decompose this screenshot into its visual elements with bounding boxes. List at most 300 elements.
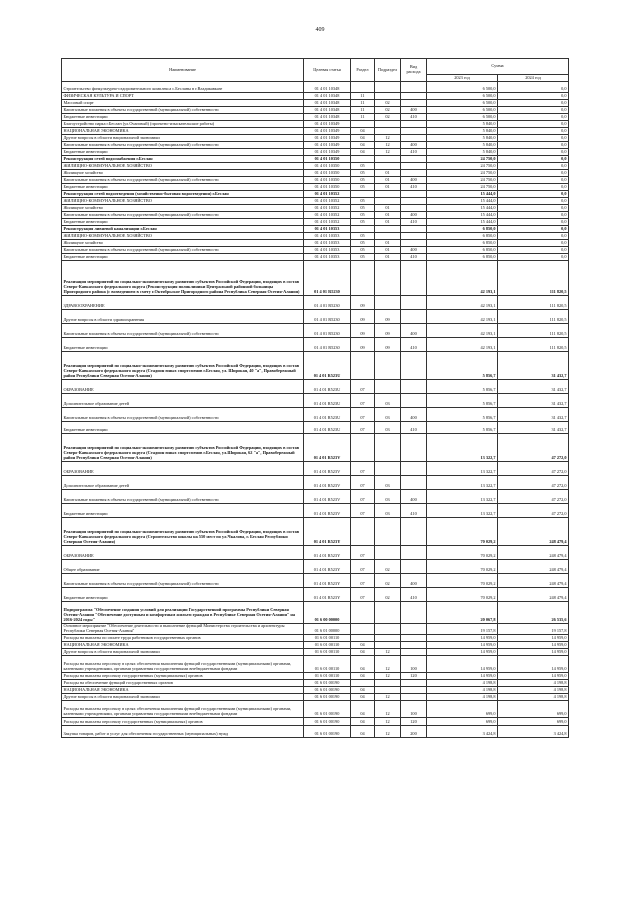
row-sum-2024: 248 479,4 [498,518,569,546]
row-sum-2024: 0,0 [498,191,569,198]
row-sum-2023: 6 850,0 [427,254,498,261]
row-name: Бюджетные инвестиции [62,114,304,121]
row-podrazdel: 12 [375,149,401,156]
row-code: 01 4 01 R5230 [304,338,351,352]
row-vid [401,602,427,624]
row-sum-2023: 70 029,2 [427,560,498,574]
row-sum-2024: 0,0 [498,177,569,184]
row-razdel: 07 [351,422,375,434]
table-row [62,163,569,170]
row-sum-2023: 699,0 [427,717,498,725]
table-row [62,641,569,648]
row-sum-2024: 0,0 [498,142,569,149]
row-vid: 410 [401,254,427,261]
row-podrazdel [375,82,401,93]
row-name: Строительство физкультурно-оздоровительного комплекса с.Бесланы в г.Владикавказе [62,82,304,93]
row-sum-2024: 0,0 [498,198,569,205]
row-code: 01 6 01 00110 [304,634,351,641]
row-podrazdel: 12 [375,655,401,672]
row-podrazdel: 09 [375,310,401,324]
header-year-2023: 2023 год [427,75,498,82]
row-vid [401,121,427,128]
row-vid [401,546,427,560]
row-razdel: 04 [351,135,375,142]
row-name: Капитальные вложения в объекты государственной (муниципальной) собственности [62,324,304,338]
row-name: Другие вопросы в области национальной экономики [62,648,304,655]
row-code: 01 4 01 10352 [304,191,351,198]
row-sum-2024: 111 820,5 [498,338,569,352]
budget-table [61,58,569,738]
row-sum-2023: 14 959,0 [427,641,498,648]
row-razdel: 04 [351,142,375,149]
header-name: Наименование [62,59,304,82]
table-row [62,226,569,233]
row-sum-2024: 0,0 [498,205,569,212]
row-name: ОБРАЗОВАНИЕ [62,462,304,476]
row-sum-2023: 3 424,8 [427,725,498,737]
row-sum-2023: 24 750,0 [427,170,498,177]
row-vid: 400 [401,324,427,338]
row-sum-2023: 15 444,0 [427,212,498,219]
table-row [62,247,569,254]
row-razdel [351,634,375,641]
row-podrazdel: 01 [375,205,401,212]
row-name: Жилищное хозяйство [62,205,304,212]
row-podrazdel [375,634,401,641]
row-podrazdel: 12 [375,672,401,679]
row-name: Подпрограмма "Обеспечение создания условий для реализации Государственной программы Республики Северная Осетия-Алания "Обеспечение доступным и комфортным жильем граждан в Республике Северная Осетия-Алания" на 2016-2024 годы" [62,602,304,624]
row-code: 01 4 01 10353 [304,233,351,240]
row-sum-2024: 0,0 [498,240,569,247]
row-sum-2024: 0,0 [498,100,569,107]
row-name: Бюджетные инвестиции [62,184,304,191]
row-vid: 410 [401,149,427,156]
row-razdel: 11 [351,100,375,107]
row-podrazdel [375,121,401,128]
row-vid: 410 [401,588,427,602]
header-year-2024: 2024 год [498,75,569,82]
table-row [62,352,569,380]
row-razdel: 05 [351,254,375,261]
row-code: 01 4 01 R5230 [304,324,351,338]
row-name: Реконструкция ливневой канализации г.Беслан [62,226,304,233]
row-code: 01 4 01 10348 [304,114,351,121]
row-razdel: 04 [351,686,375,693]
row-code: 01 4 01 10353 [304,240,351,247]
row-sum-2024: 4 198,8 [498,679,569,686]
row-vid [401,93,427,100]
row-sum-2023: 5 856,7 [427,352,498,380]
row-sum-2023: 13 322,7 [427,462,498,476]
row-name: Жилищное хозяйство [62,170,304,177]
row-code: 01 4 01 R523Y [304,518,351,546]
row-sum-2023: 24 750,0 [427,184,498,191]
table-row [62,93,569,100]
row-razdel: 07 [351,380,375,394]
row-code: 01 6 01 00190 [304,679,351,686]
row-sum-2024: 3 424,8 [498,725,569,737]
row-sum-2023: 20 067,8 [427,602,498,624]
row-vid [401,163,427,170]
table-row [62,191,569,198]
row-podrazdel [375,380,401,394]
row-razdel: 04 [351,693,375,700]
row-vid [401,296,427,310]
row-razdel [351,191,375,198]
table-row [62,408,569,422]
row-sum-2023: 24 750,0 [427,177,498,184]
row-podrazdel: 02 [375,588,401,602]
row-sum-2023: 14 959,0 [427,648,498,655]
row-vid: 120 [401,672,427,679]
row-sum-2024: 0,0 [498,163,569,170]
row-code: 01 4 01 R523V [304,434,351,462]
row-podrazdel: 02 [375,574,401,588]
row-sum-2024: 47 272,0 [498,434,569,462]
table-row [62,296,569,310]
row-sum-2023: 24 750,0 [427,156,498,163]
table-row [62,634,569,641]
row-podrazdel [375,434,401,462]
row-sum-2024: 47 272,0 [498,504,569,518]
row-podrazdel [375,128,401,135]
row-podrazdel [375,261,401,296]
table-row [62,560,569,574]
row-podrazdel: 01 [375,247,401,254]
row-sum-2024: 111 820,5 [498,310,569,324]
row-name: Бюджетные инвестиции [62,254,304,261]
table-row [62,338,569,352]
row-sum-2023: 15 444,0 [427,205,498,212]
row-razdel: 09 [351,296,375,310]
row-name: Бюджетные инвестиции [62,149,304,156]
row-name: Основное мероприятие "Обеспечение деятельности и выполнение функций Министерства строительства и архитектуры Республики Северная Осетия-Алания" [62,624,304,635]
row-name: ФИЗИЧЕСКАЯ КУЛЬТУРА И СПОРТ [62,93,304,100]
row-podrazdel: 02 [375,560,401,574]
row-razdel [351,226,375,233]
table-row [62,574,569,588]
row-code: 01 6 01 00190 [304,700,351,717]
row-podrazdel [375,226,401,233]
row-razdel: 04 [351,641,375,648]
table-row [62,588,569,602]
row-name: Реализация мероприятий по социально-экономическому развитию субъектов Российской Федерации, входящих в состав Северо-Кавказского федерального округа (Реконструкция поликлиники Центральной районной больницы Пригородного района (с возведением в смету г.Октябрьское Пригородного района Республика Северная Осетия-Алания) [62,261,304,296]
row-sum-2024: 14 959,0 [498,641,569,648]
row-razdel: 11 [351,93,375,100]
row-code: 01 6 01 00000 [304,624,351,635]
row-podrazdel: 03 [375,422,401,434]
row-sum-2024: 0,0 [498,128,569,135]
row-podrazdel [375,679,401,686]
row-name: Закупка товаров, работ и услуг для обеспечения государственных (муниципальных) нужд [62,725,304,737]
row-razdel: 07 [351,574,375,588]
row-razdel: 07 [351,490,375,504]
row-name: Другие вопросы в области национальной экономики [62,693,304,700]
row-podrazdel: 03 [375,476,401,490]
table-row [62,205,569,212]
row-code: 01 4 01 R523Y [304,588,351,602]
row-vid: 400 [401,107,427,114]
row-code: 01 4 01 R523U [304,408,351,422]
row-name: Капитальные вложения в объекты государственной (муниципальной) собственности [62,574,304,588]
row-razdel: 04 [351,672,375,679]
row-name: Расходы на выплаты персоналу государственных (муниципальных) органов [62,672,304,679]
row-vid [401,191,427,198]
row-razdel: 05 [351,240,375,247]
row-vid [401,170,427,177]
table-row [62,184,569,191]
row-name: Жилищное хозяйство [62,240,304,247]
row-sum-2023: 5 840,0 [427,142,498,149]
row-razdel [351,261,375,296]
row-podrazdel: 09 [375,338,401,352]
row-name: Другие вопросы в области национальной экономики [62,135,304,142]
row-podrazdel [375,93,401,100]
row-code: 01 6 00 00000 [304,602,351,624]
row-sum-2023: 70 029,2 [427,518,498,546]
table-row [62,686,569,693]
row-podrazdel [375,352,401,380]
table-row [62,233,569,240]
row-code: 01 4 01 R523U [304,422,351,434]
row-sum-2024: 0,0 [498,82,569,93]
row-sum-2024: 0,0 [498,135,569,142]
row-razdel: 05 [351,247,375,254]
table-row [62,261,569,296]
row-sum-2024: 14 959,0 [498,655,569,672]
row-code: 01 4 01 R5230 [304,296,351,310]
row-sum-2023: 42 193,1 [427,338,498,352]
row-sum-2024: 111 820,5 [498,324,569,338]
row-razdel: 09 [351,324,375,338]
row-razdel: 05 [351,177,375,184]
table-row [62,672,569,679]
row-name: ОБРАЗОВАНИЕ [62,546,304,560]
row-sum-2023: 5 856,7 [427,394,498,408]
row-code: 01 4 01 R5230 [304,261,351,296]
row-sum-2024: 248 479,4 [498,574,569,588]
row-name: Капитальные вложения в объекты государственной (муниципальной) собственности [62,247,304,254]
row-vid: 410 [401,114,427,121]
row-sum-2023: 42 193,1 [427,310,498,324]
table-row [62,700,569,717]
table-row [62,394,569,408]
row-vid [401,198,427,205]
row-sum-2024: 47 272,0 [498,476,569,490]
row-name: Бюджетные инвестиции [62,588,304,602]
row-sum-2023: 6 850,0 [427,226,498,233]
row-razdel: 05 [351,205,375,212]
row-sum-2023: 70 029,2 [427,574,498,588]
row-razdel [351,352,375,380]
row-code: 01 4 01 R5230 [304,310,351,324]
row-code: 01 4 01 R523V [304,490,351,504]
row-podrazdel: 01 [375,212,401,219]
row-razdel: 04 [351,717,375,725]
row-vid [401,261,427,296]
row-code: 01 4 01 10348 [304,100,351,107]
row-vid: 200 [401,725,427,737]
row-name: Реконструкция сетей водоснабжения г.Беслан [62,156,304,163]
row-sum-2024: 31 432,7 [498,394,569,408]
table-row [62,142,569,149]
row-vid: 410 [401,422,427,434]
row-code: 01 4 01 10350 [304,163,351,170]
row-sum-2023: 13 322,7 [427,504,498,518]
row-sum-2024: 0,0 [498,226,569,233]
row-razdel: 09 [351,310,375,324]
row-code: 01 6 01 00190 [304,686,351,693]
table-row [62,254,569,261]
row-vid: 410 [401,219,427,226]
row-podrazdel [375,686,401,693]
row-sum-2023: 6 500,0 [427,114,498,121]
row-code: 01 4 01 10350 [304,184,351,191]
row-code: 01 4 01 10349 [304,121,351,128]
table-row [62,240,569,247]
row-code: 01 4 01 10349 [304,128,351,135]
row-sum-2024: 0,0 [498,233,569,240]
page-number: 409 [315,27,325,33]
row-code: 01 4 01 10353 [304,247,351,254]
row-name: ОБРАЗОВАНИЕ [62,380,304,394]
row-vid [401,128,427,135]
table-row [62,725,569,737]
row-name: Расходы на выплаты персоналу в целях обеспечения выполнения функций государственными (муниципальными) органами, казенными учреждениями, органами управления государственными внебюджетными фондами [62,655,304,672]
row-podrazdel [375,624,401,635]
row-code: 01 4 01 R523V [304,476,351,490]
row-razdel: 05 [351,170,375,177]
row-podrazdel: 09 [375,324,401,338]
row-podrazdel: 03 [375,504,401,518]
row-vid: 410 [401,184,427,191]
row-sum-2023: 42 193,1 [427,261,498,296]
row-podrazdel [375,191,401,198]
table-row [62,462,569,476]
row-vid [401,352,427,380]
row-podrazdel: 12 [375,725,401,737]
row-name: Капитальные вложения в объекты государственной (муниципальной) собственности [62,212,304,219]
row-podrazdel [375,518,401,546]
row-sum-2024: 248 479,4 [498,588,569,602]
row-vid [401,100,427,107]
table-body [62,82,569,738]
table-row [62,422,569,434]
row-sum-2024: 699,0 [498,717,569,725]
row-sum-2023: 14 959,0 [427,672,498,679]
row-vid [401,634,427,641]
row-razdel [351,602,375,624]
table-row [62,602,569,624]
table-row [62,679,569,686]
row-sum-2024: 31 432,7 [498,352,569,380]
row-vid [401,648,427,655]
row-code: 01 6 01 00110 [304,648,351,655]
table-row [62,490,569,504]
row-podrazdel: 02 [375,114,401,121]
row-sum-2024: 4 198,8 [498,686,569,693]
row-vid [401,310,427,324]
row-razdel: 05 [351,198,375,205]
row-sum-2024: 0,0 [498,247,569,254]
row-podrazdel: 01 [375,170,401,177]
row-podrazdel: 12 [375,700,401,717]
table-row [62,717,569,725]
row-podrazdel [375,156,401,163]
row-razdel [351,624,375,635]
table-row [62,114,569,121]
row-code: 01 6 01 00110 [304,672,351,679]
table-row [62,100,569,107]
header-razdel: Раздел [351,59,375,82]
row-code: 01 4 01 10348 [304,93,351,100]
row-razdel: 07 [351,408,375,422]
table-row [62,128,569,135]
row-name: Бюджетные инвестиции [62,422,304,434]
row-sum-2024: 248 479,4 [498,546,569,560]
row-sum-2023: 42 193,1 [427,296,498,310]
row-code: 01 4 01 10348 [304,107,351,114]
row-code: 01 4 01 10349 [304,135,351,142]
row-name: Капитальные вложения в объекты государственной (муниципальной) собственности [62,177,304,184]
row-podrazdel: 01 [375,177,401,184]
row-sum-2023: 5 856,7 [427,408,498,422]
row-sum-2023: 13 322,7 [427,434,498,462]
row-name: Расходы на выплаты персоналу государственных (муниципальных) органов [62,717,304,725]
row-vid [401,233,427,240]
row-sum-2024: 111 820,5 [498,261,569,296]
row-sum-2023: 6 850,0 [427,247,498,254]
row-name: ЖИЛИЩНО-КОММУНАЛЬНОЕ ХОЗЯЙСТВО [62,233,304,240]
row-name: Дополнительное образование детей [62,394,304,408]
row-code: 01 4 01 R523V [304,462,351,476]
table-row [62,212,569,219]
row-vid: 400 [401,177,427,184]
row-code: 01 4 01 10352 [304,205,351,212]
row-vid: 100 [401,655,427,672]
table-row [62,135,569,142]
table-row [62,121,569,128]
row-sum-2024: 14 959,0 [498,648,569,655]
row-name: Капитальные вложения в объекты государственной (муниципальной) собственности [62,107,304,114]
row-name: Бюджетные инвестиции [62,504,304,518]
row-sum-2024: 0,0 [498,212,569,219]
row-razdel: 07 [351,560,375,574]
row-name: Реализация мероприятий по социально-экономическому развитию субъектов Российской Федерации, входящих в состав Северо-Кавказского федерального округа (Стадион юных спортсменов г.Беслан, ул.Широкая, 62 "а", Правобережный район Республики Северная Осетия-Алания) [62,434,304,462]
row-code: 01 4 01 10350 [304,156,351,163]
row-code: 01 4 01 R523V [304,504,351,518]
row-sum-2023: 5 840,0 [427,121,498,128]
table-row [62,518,569,546]
row-razdel: 11 [351,114,375,121]
row-code: 01 4 01 10353 [304,254,351,261]
table-row [62,476,569,490]
table-row [62,198,569,205]
row-vid [401,624,427,635]
row-code: 01 4 01 10352 [304,212,351,219]
row-sum-2023: 5 840,0 [427,135,498,142]
table-row [62,219,569,226]
row-podrazdel [375,462,401,476]
row-sum-2024: 0,0 [498,170,569,177]
row-code: 01 4 01 R523Y [304,574,351,588]
row-sum-2024: 111 820,5 [498,296,569,310]
row-podrazdel: 01 [375,219,401,226]
row-vid [401,240,427,247]
table-row [62,504,569,518]
row-name: Массовый спорт [62,100,304,107]
row-vid [401,135,427,142]
